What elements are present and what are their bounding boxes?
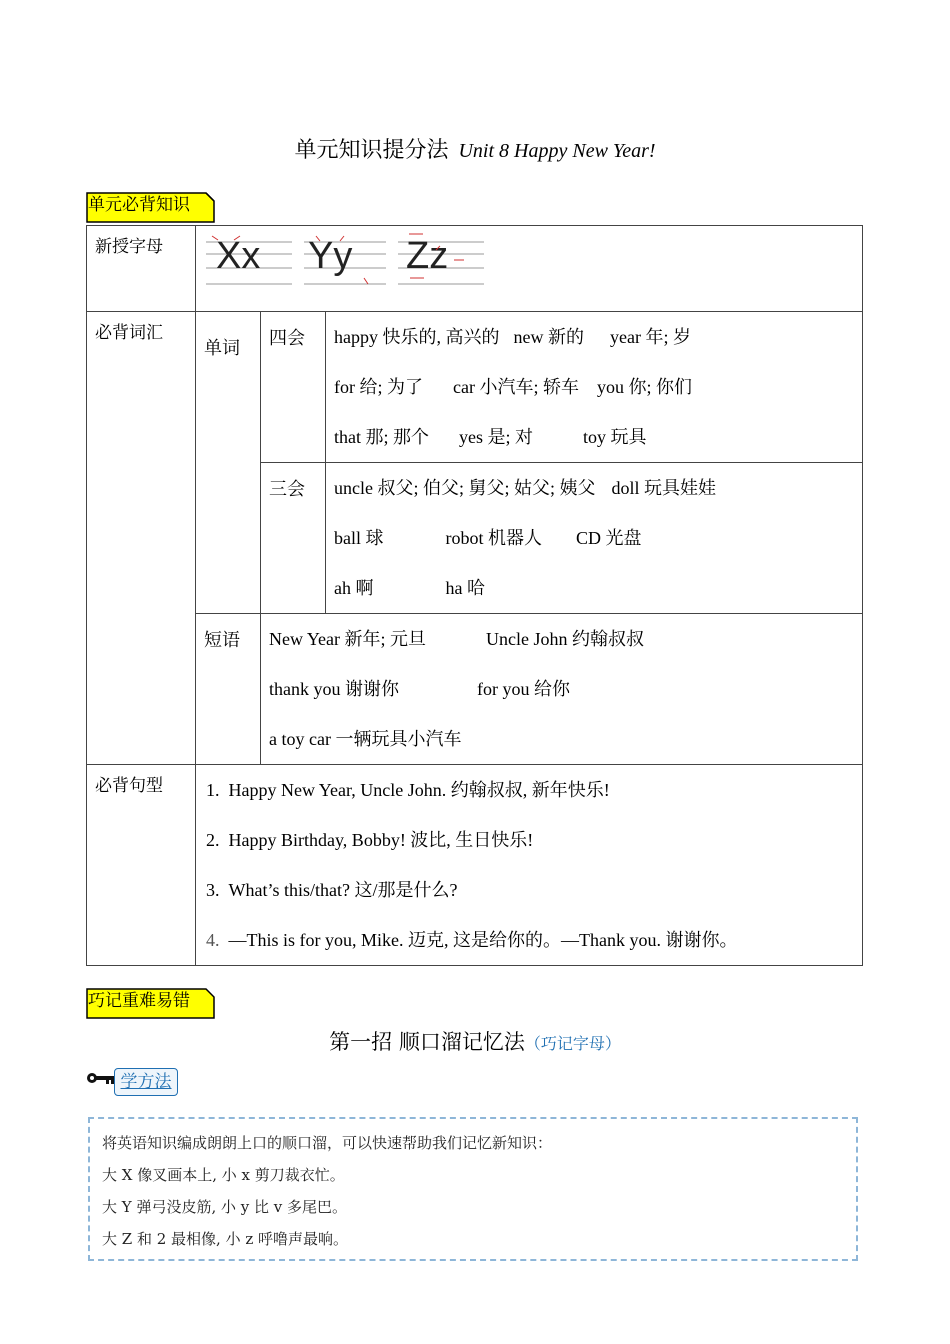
sentence-item: [206, 915, 862, 965]
sentence-item: [206, 865, 862, 915]
page-title: [0, 133, 950, 164]
vocab-header: 必背词汇: [87, 312, 196, 765]
section-title: [0, 1026, 950, 1056]
word-you: you 你; 你们: [596, 377, 692, 397]
sanhui-label: 三会: [261, 463, 326, 614]
sentence-item: [206, 815, 862, 865]
phrase-line: [269, 614, 862, 664]
sentence-number: 2.: [206, 830, 220, 850]
phrase-uncle-john: Uncle John 约翰叔叔: [486, 629, 644, 649]
sanhui-line: [334, 563, 862, 613]
phrase-toy-car: a toy car 一辆玩具小汽车: [269, 729, 462, 749]
words-label: 单词: [196, 312, 261, 614]
phrase-for-you: for you 给你: [477, 679, 570, 699]
phrase-line: [269, 714, 862, 764]
word-ha: ha 哈: [445, 578, 485, 598]
section-tag-tricks: [86, 988, 214, 1016]
word-toy: toy 玩具: [583, 427, 647, 447]
sanhui-line: [334, 513, 862, 563]
phrase-thank-you: thank you 谢谢你: [269, 679, 399, 699]
word-doll: doll 玩具娃娃: [611, 478, 716, 498]
word-ball: ball 球: [334, 528, 384, 548]
word-robot: robot 机器人: [445, 528, 542, 548]
section-hint: （巧记字母）: [524, 1034, 621, 1053]
phrases-label: 短语: [196, 614, 261, 765]
tag-label: 单元必背知识: [88, 195, 190, 215]
letters-header: 新授字母: [87, 226, 196, 312]
sihui-label: 四会: [261, 312, 326, 463]
word-yes: yes 是; 对: [459, 427, 533, 447]
sanhui-line: [334, 463, 862, 513]
section-tag-must-know: [86, 192, 214, 220]
sihui-line: [334, 362, 862, 412]
sentence-text: Happy Birthday, Bobby! 波比, 生日快乐!: [228, 830, 534, 850]
word-happy: happy 快乐的, 高兴的: [334, 327, 500, 347]
tip-line: 将英语知识编成朗朗上口的顺口溜，可以快速帮助我们记忆新知识：: [102, 1134, 553, 1152]
word-uncle: uncle 叔父; 伯父; 舅父; 姑父; 姨父: [334, 478, 596, 498]
letter-Z: Zz: [406, 235, 449, 277]
key-icon: [86, 1070, 116, 1086]
tip-line: 大 X 像叉画本上, 小 x 剪刀裁衣忙。: [102, 1166, 345, 1184]
word-ah: ah 啊: [334, 578, 374, 598]
sihui-words: [326, 312, 863, 463]
letter-Y: Yy: [308, 235, 353, 277]
sanhui-words: [326, 463, 863, 614]
title-en: Unit 8 Happy New Year!: [458, 140, 656, 162]
phrase-line: [269, 664, 862, 714]
letter-X: Xx: [216, 235, 261, 277]
tip-line: 大 Y 弹弓没皮筋, 小 y 比 v 多尾巴。: [102, 1198, 347, 1216]
tag-label: 巧记重难易错: [88, 991, 190, 1011]
section-title-text: 第一招 顺口溜记忆法: [329, 1030, 525, 1054]
word-new: new 新的: [513, 327, 584, 347]
sentence-text: Happy New Year, Uncle John. 约翰叔叔, 新年快乐!: [228, 780, 610, 800]
sentence-number: 1.: [206, 780, 220, 800]
sentences-header: 必背句型: [87, 765, 196, 966]
sentence-text: What’s this/that? 这/那是什么?: [228, 880, 458, 900]
sihui-line: [334, 312, 862, 362]
word-cd: CD 光盘: [576, 528, 642, 548]
tip-line: 大 Z 和 2 最相像, 小 z 呼噜声最响。: [102, 1230, 349, 1248]
word-year: year 年; 岁: [610, 327, 691, 347]
sentence-number: 3.: [206, 880, 220, 900]
phrase-new-year: New Year 新年; 元旦: [269, 629, 426, 649]
phrases: [261, 614, 863, 765]
letters-cell: [196, 226, 863, 312]
word-car: car 小汽车; 轿车: [453, 377, 579, 397]
sentence-number: 4.: [206, 930, 220, 950]
handwriting-letters-image: [204, 232, 504, 302]
sentences: [196, 765, 863, 966]
sentence-text: —This is for you, Mike. 迈克, 这是给你的。—Thank you. 谢谢你。: [228, 930, 738, 950]
knowledge-table: [86, 225, 863, 966]
word-that: that 那; 那个: [334, 427, 429, 447]
word-for: for 给; 为了: [334, 377, 423, 397]
method-badge: [86, 1068, 182, 1096]
title-cn: 单元知识提分法: [294, 138, 449, 163]
method-link[interactable]: 学方法: [114, 1068, 178, 1096]
sentence-item: [206, 765, 862, 815]
sihui-line: [334, 412, 862, 462]
tips-box: [88, 1117, 858, 1261]
